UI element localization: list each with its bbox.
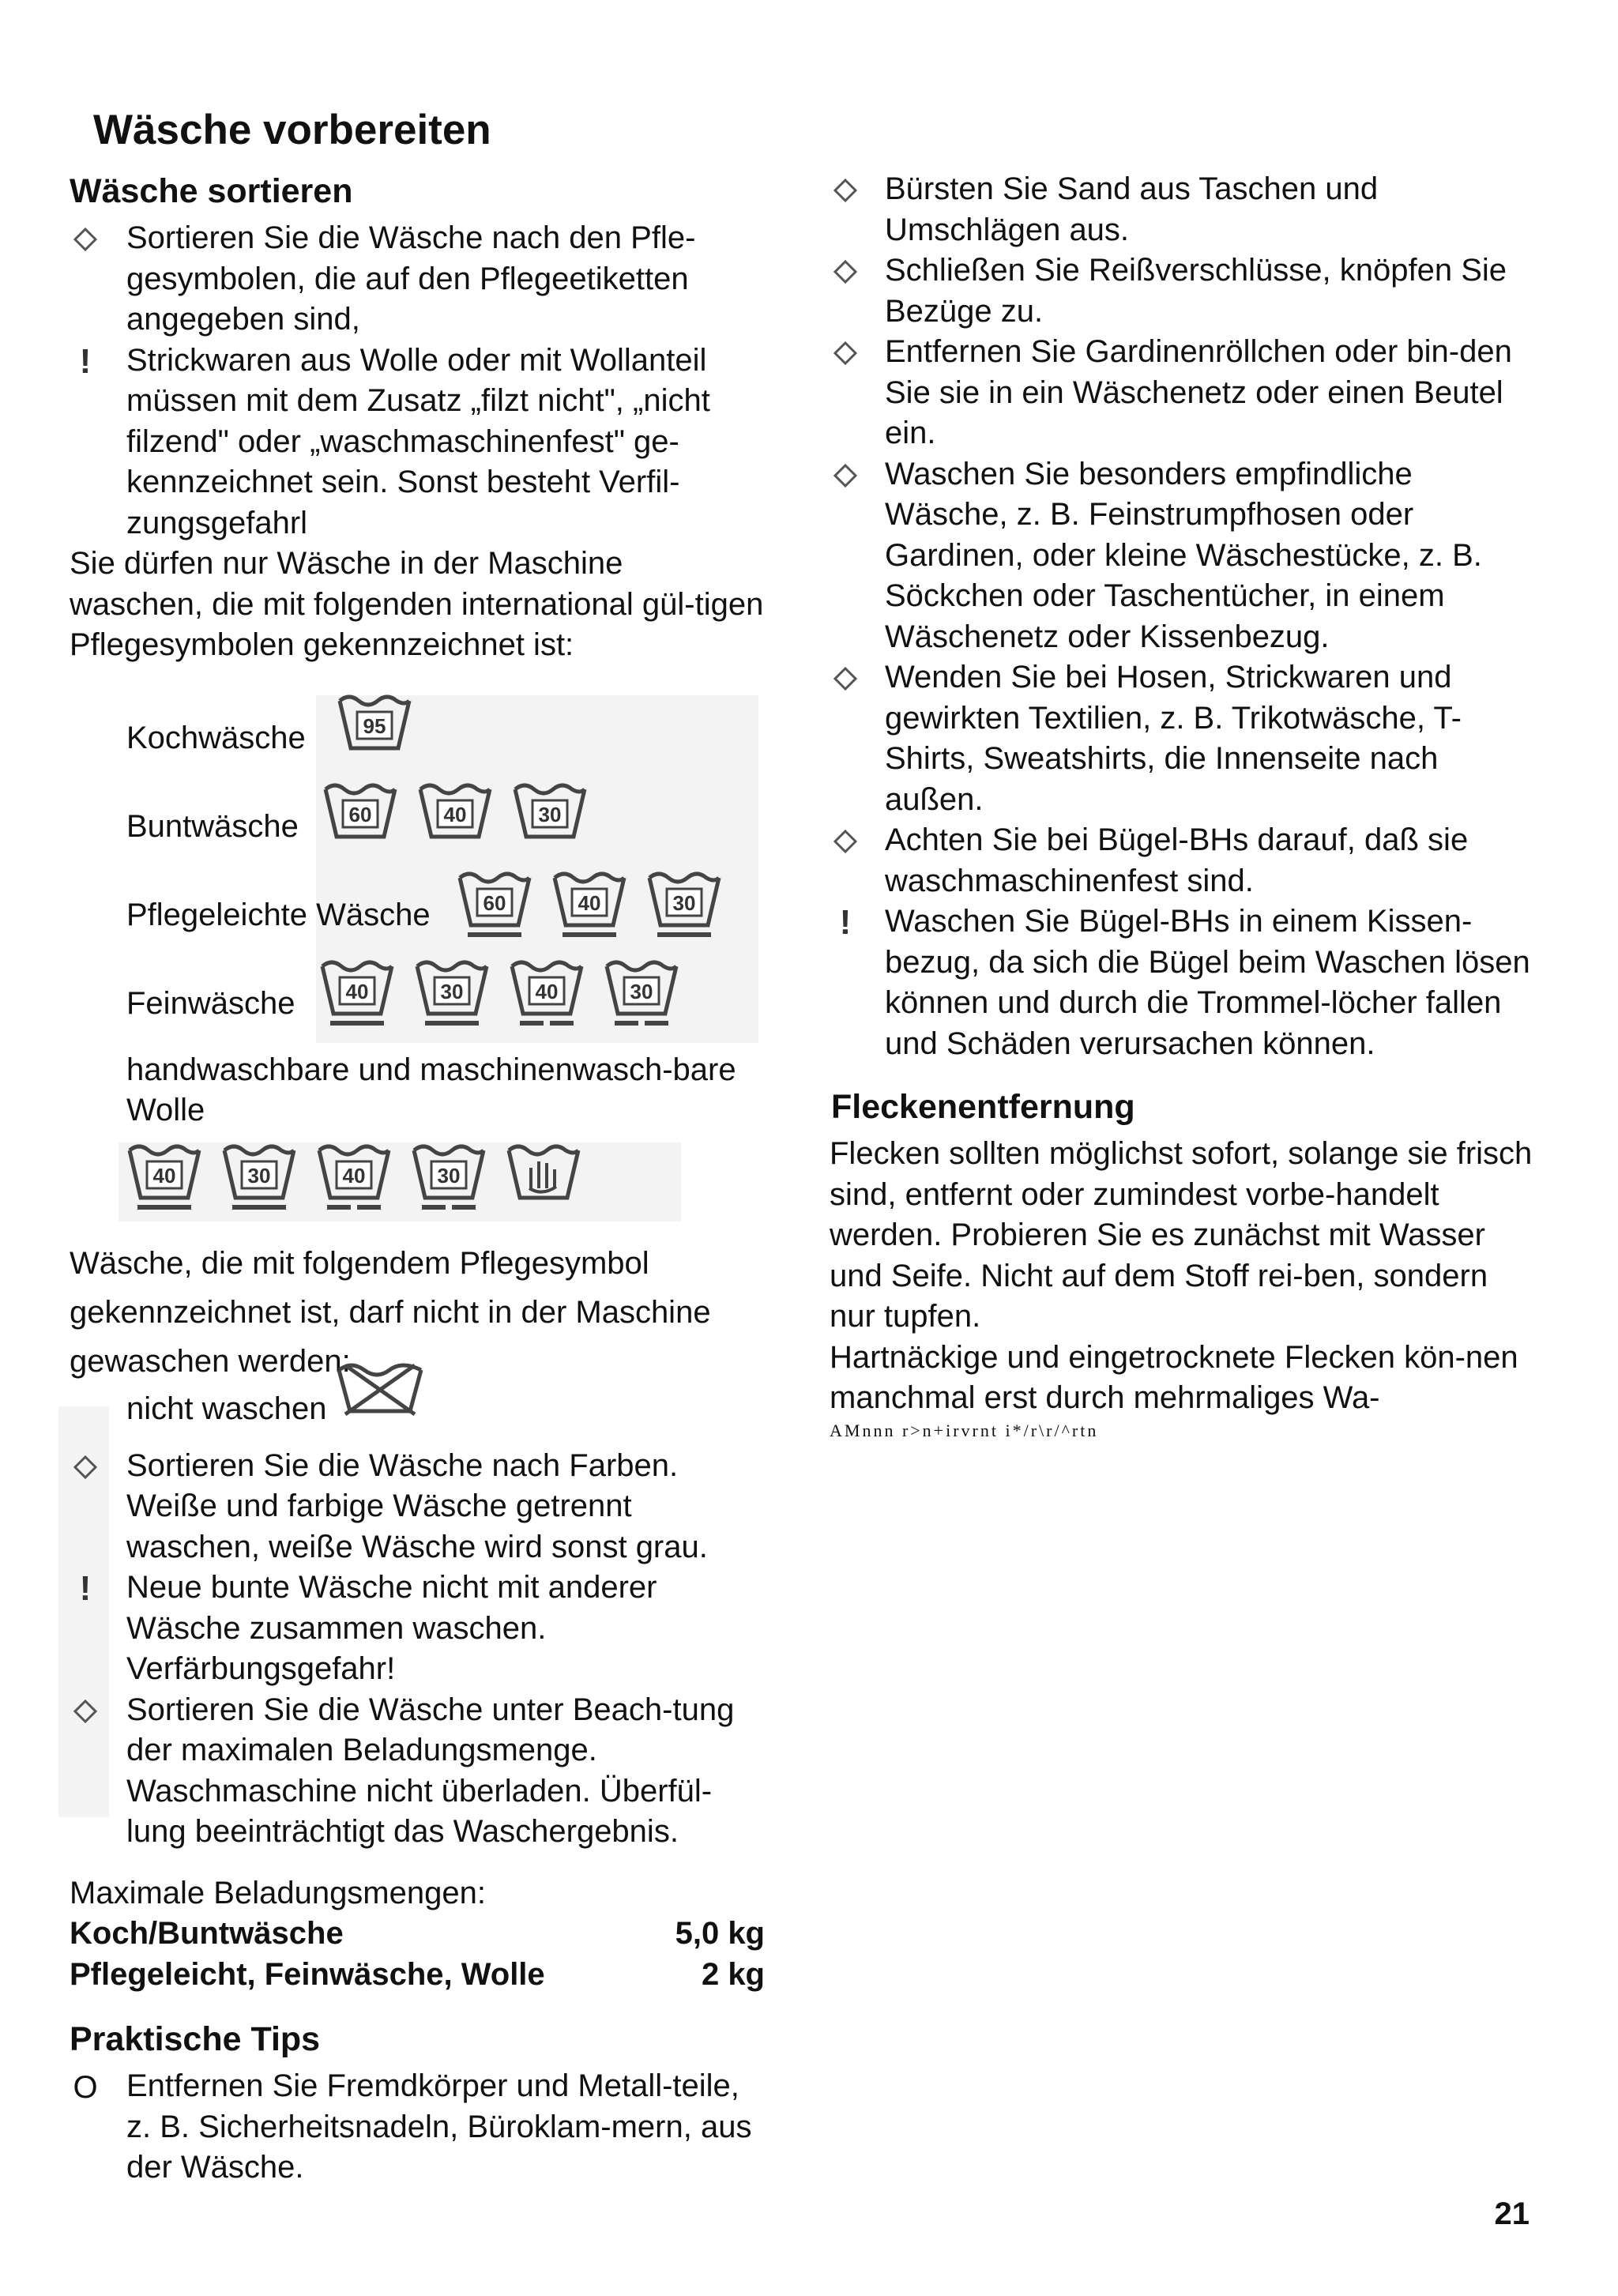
svg-text:40: 40 xyxy=(342,1163,366,1188)
care-symbol-label: Feinwäsche xyxy=(126,985,295,1021)
list-item xyxy=(830,332,1541,454)
svg-text:40: 40 xyxy=(578,890,601,915)
stain-paragraph-2: Hartnäckige und eingetrocknete Flecken kön-nen manchmal erst durch mehrmaliges Wa- xyxy=(830,1339,1518,1415)
care-symbol-table xyxy=(70,696,765,1050)
page-title: Wäsche vorbereiten xyxy=(93,107,491,153)
wool-symbols xyxy=(126,1141,822,1223)
tips-list xyxy=(830,169,1541,901)
diamond-bullet-icon xyxy=(70,226,101,253)
wash-tub-icon xyxy=(512,780,588,864)
list-item-text: Achten Sie bei Bügel-BHs darauf, daß sie waschmaschinenfest sind. xyxy=(885,822,1469,898)
hand-wash-icon xyxy=(506,1141,581,1223)
wash-tub-icon xyxy=(457,868,532,952)
nowash-paragraph: Wäsche, die mit folgendem Pflegesymbol gekennzeichnet ist, darf nicht in der Maschine gewaschen werden: xyxy=(70,1245,711,1379)
wash-tub-icon xyxy=(551,868,627,952)
svg-text:60: 60 xyxy=(483,890,506,915)
wash-tub-icon xyxy=(322,780,398,864)
svg-text:60: 60 xyxy=(348,802,372,826)
load-row xyxy=(70,1955,765,1996)
max-load-label: Maximale Beladungsmengen: xyxy=(70,1875,486,1910)
list-item: Sortieren Sie die Wäsche unter Beach-tung der maximalen Beladungsmenge. Waschmaschine nicht überladen. Überfül-lung beeinträchtigt das Waschergebnis. xyxy=(70,1690,765,1853)
intro-paragraph: Sie dürfen nur Wäsche in der Maschine waschen, die mit folgenden international gül-tigen Pflegesymbolen gekennzeichnet ist: xyxy=(70,546,764,662)
list-item-text: Bürsten Sie Sand aus Taschen und Umschlägen aus. xyxy=(885,171,1379,247)
do-not-wash-icon xyxy=(334,1359,426,1427)
list-item-text: Wenden Sie bei Hosen, Strickwaren und gewirkten Textilien, z. B. Trikotwäsche, T-Shirts, Sweatshirts, die Innenseite nach außen. xyxy=(885,660,1462,817)
svg-text:40: 40 xyxy=(152,1163,176,1188)
stain-heading: Fleckenentfernung xyxy=(831,1088,1135,1126)
list-item: O Entfernen Sie Fremdkörper und Metall-teile, z. B. Sicherheitsnadeln, Büroklam-mern, aus der Wäsche. xyxy=(70,2066,765,2189)
svg-text:30: 30 xyxy=(672,890,696,915)
list-item xyxy=(830,454,1541,658)
care-symbol-row xyxy=(70,696,765,785)
wash-tub-icon xyxy=(509,957,585,1041)
load-value: 5,0 kg xyxy=(675,1916,765,1951)
load-table xyxy=(70,1914,765,1995)
wash-tub-icon xyxy=(337,691,412,775)
list-item: Sortieren Sie die Wäsche nach Farben. Weiße und farbige Wäsche getrennt waschen, weiße Wäsche wird sonst grau. xyxy=(70,1446,765,1568)
load-label: Pflegeleicht, Feinwäsche, Wolle xyxy=(70,1956,545,1992)
care-symbol-label: Buntwäsche xyxy=(126,808,299,844)
exclamation-icon: ! xyxy=(839,903,852,942)
svg-text:30: 30 xyxy=(247,1163,271,1188)
nowash-row xyxy=(70,1386,765,1438)
exclamation-icon: ! xyxy=(79,341,92,381)
wash-tub-icon xyxy=(604,957,679,1041)
care-symbol-icons xyxy=(337,691,412,775)
diamond-bullet-icon xyxy=(830,177,861,204)
page-number: 21 xyxy=(1494,2196,1530,2231)
list-item-text: Entfernen Sie Gardinenröllchen oder bin-den Sie sie in ein Wäschenetz oder einen Beutel ein. xyxy=(885,334,1512,450)
svg-text:30: 30 xyxy=(630,979,653,1003)
list-item-text: Schließen Sie Reißverschlüsse, knöpfen Sie Bezüge zu. xyxy=(885,253,1507,329)
wash-tub-icon xyxy=(221,1141,297,1223)
right-column xyxy=(830,169,1541,1443)
wash-tub-icon xyxy=(411,1141,487,1223)
svg-text:30: 30 xyxy=(538,802,562,826)
diamond-bullet-icon xyxy=(70,1698,101,1725)
svg-text:95: 95 xyxy=(363,713,386,738)
left-column xyxy=(70,169,765,2189)
list-item: Sortieren Sie die Wäsche nach den Pfle-gesymbolen, die auf den Pflegeetiketten angegeben sind, xyxy=(70,218,765,341)
load-row xyxy=(70,1914,765,1955)
wash-tub-icon xyxy=(316,1141,392,1223)
care-symbol-label: Kochwäsche xyxy=(126,720,306,755)
warning-item: ! Waschen Sie Bügel-BHs in einem Kissen-bezug, da sich die Bügel beim Waschen lösen können und durch die Trommel-löcher fallen und Schäden verursachen können. xyxy=(830,901,1541,1064)
warning-item: ! Neue bunte Wäsche nicht mit anderer Wäsche zusammen waschen. Verfärbungsgefahr! xyxy=(70,1568,765,1690)
sort-heading: Wäsche sortieren xyxy=(70,172,353,210)
diamond-bullet-icon xyxy=(830,258,861,285)
diamond-bullet-icon xyxy=(830,665,861,692)
tips-heading: Praktische Tips xyxy=(70,2020,321,2058)
circle-bullet-icon: O xyxy=(73,2070,98,2105)
diamond-bullet-icon xyxy=(830,462,861,489)
care-symbol-row xyxy=(70,785,765,873)
svg-text:40: 40 xyxy=(443,802,467,826)
diamond-bullet-icon xyxy=(70,1454,101,1481)
wash-tub-icon xyxy=(646,868,722,952)
list-item xyxy=(830,657,1541,820)
care-symbol-icons xyxy=(322,780,588,864)
list-item xyxy=(830,169,1541,250)
list-item xyxy=(830,250,1541,332)
garbled-line: AMnnn r>n+irvrnt i*/r\r/^rtn xyxy=(830,1420,1099,1440)
care-symbol-icons xyxy=(319,957,679,1041)
list-item-text: Waschen Sie besonders empfindliche Wäsche, z. B. Feinstrumpfhosen oder Gardinen, oder kleine Wäschestücke, z. B. Söckchen oder Taschentücher, in einem Wäschenetz oder Kissenbezug. xyxy=(885,456,1482,654)
diamond-bullet-icon xyxy=(830,340,861,367)
care-symbol-row xyxy=(70,962,765,1050)
load-value: 2 kg xyxy=(701,1956,765,1992)
wash-tub-icon xyxy=(126,1141,202,1223)
load-label: Koch/Buntwäsche xyxy=(70,1916,344,1951)
list-item xyxy=(830,820,1541,901)
warning-item: ! Strickwaren aus Wolle oder mit Wollanteil müssen mit dem Zusatz „filzt nicht", „nicht filzend" oder „waschmaschinenfest" ge-kennzeichnet sein. Sonst besteht Verfil-zungsgefahrl xyxy=(70,341,765,544)
svg-text:40: 40 xyxy=(345,979,369,1003)
exclamation-icon: ! xyxy=(79,1569,92,1608)
care-symbol-row xyxy=(70,873,765,962)
svg-text:30: 30 xyxy=(440,979,464,1003)
svg-text:40: 40 xyxy=(535,979,559,1003)
wash-tub-icon xyxy=(319,957,395,1041)
care-symbol-label: Pflegeleichte Wäsche xyxy=(126,897,431,932)
wash-tub-icon xyxy=(417,780,493,864)
wash-tub-icon xyxy=(414,957,490,1041)
wool-label: handwaschbare und maschinenwasch-bare Wolle xyxy=(126,1052,736,1127)
stain-paragraph: Flecken sollten möglichst sofort, solange sie frisch sind, entfernt oder zumindest vorbe-handelt werden. Probieren Sie es zunächst mit Wasser und Seife. Nicht auf dem Stoff rei-ben, sondern nur tupfen. xyxy=(830,1136,1533,1334)
svg-text:30: 30 xyxy=(437,1163,461,1188)
diamond-bullet-icon xyxy=(830,828,861,855)
nowash-label: nicht waschen xyxy=(126,1391,327,1426)
care-symbol-icons xyxy=(457,868,722,952)
